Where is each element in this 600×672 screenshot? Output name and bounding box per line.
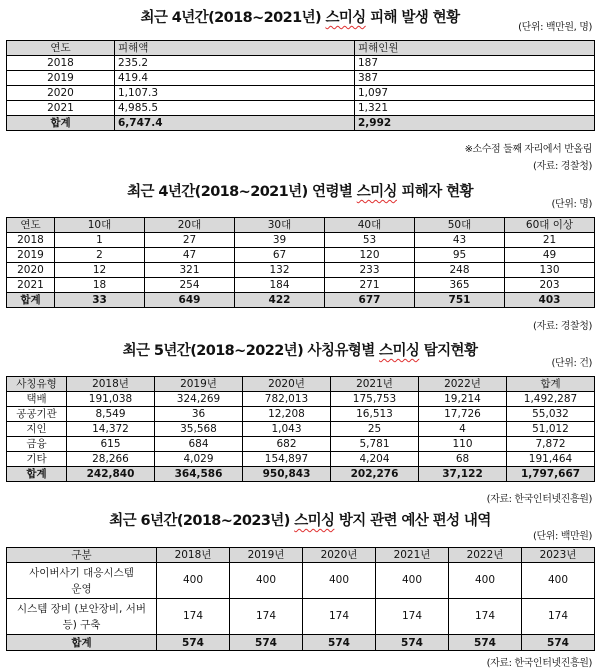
- header-cell: 2019년: [155, 377, 243, 392]
- table-cell: 25: [331, 422, 419, 437]
- header-cell: 2019년: [230, 548, 303, 563]
- table-cell: 782,013: [243, 392, 331, 407]
- table-cell: 49: [505, 248, 595, 263]
- table-cell: 2020: [7, 263, 55, 278]
- table-row: [7, 278, 595, 293]
- table-cell: 191,464: [507, 452, 595, 467]
- table-cell: 174: [157, 599, 230, 635]
- table-row: [7, 233, 595, 248]
- age-victim-table: [6, 217, 595, 308]
- table-cell: 지인: [7, 422, 67, 437]
- table-cell: 2: [55, 248, 145, 263]
- table-cell: 1,043: [243, 422, 331, 437]
- header-cell: 2020년: [243, 377, 331, 392]
- table-cell: 33: [55, 293, 145, 308]
- table-cell: 184: [235, 278, 325, 293]
- table-row: [7, 86, 595, 101]
- table-cell: 4,985.5: [115, 101, 355, 116]
- table-cell: 2021: [7, 278, 55, 293]
- table-cell: 574: [303, 635, 376, 651]
- section1-footnote: ※소수점 둘째 자리에서 반올림: [464, 144, 592, 155]
- table-cell: 1,797,667: [507, 467, 595, 482]
- header-cell: 2020년: [303, 548, 376, 563]
- table-cell: 120: [325, 248, 415, 263]
- table-cell: 365: [415, 278, 505, 293]
- table-row: [7, 437, 595, 452]
- table-header-row: [7, 41, 595, 56]
- table-cell: 574: [157, 635, 230, 651]
- table-cell: 574: [376, 635, 449, 651]
- table-cell: 400: [376, 563, 449, 599]
- table-cell: 242,840: [67, 467, 155, 482]
- table-cell: 132: [235, 263, 325, 278]
- table-cell: 36: [155, 407, 243, 422]
- table-row: [7, 263, 595, 278]
- table-cell: 68: [419, 452, 507, 467]
- table-cell: 1,097: [355, 86, 595, 101]
- table-cell: 174: [376, 599, 449, 635]
- table-cell: 235.2: [115, 56, 355, 71]
- table-cell: 271: [325, 278, 415, 293]
- table-cell: 677: [325, 293, 415, 308]
- header-cell: 2022년: [419, 377, 507, 392]
- section1-source: (자료: 경찰청): [532, 161, 592, 172]
- table-header-row: [7, 548, 595, 563]
- header-cell: 2018년: [67, 377, 155, 392]
- damage-table: [6, 40, 595, 131]
- table-cell: 53: [325, 233, 415, 248]
- total-row: [7, 116, 595, 131]
- table-cell: 95: [415, 248, 505, 263]
- table-cell: 1: [55, 233, 145, 248]
- section1-unit: (단위: 백만원, 명): [518, 22, 592, 33]
- table-cell: 기타: [7, 452, 67, 467]
- section2-title: 최근 4년간(2018~2021년) 연령별 스미싱 피해자 현황: [127, 184, 473, 200]
- table-cell: 248: [415, 263, 505, 278]
- table-cell: 400: [522, 563, 595, 599]
- table-cell: 387: [355, 71, 595, 86]
- table-cell: 1,321: [355, 101, 595, 116]
- table-row: [7, 452, 595, 467]
- table-row: [7, 422, 595, 437]
- table-header-row: [7, 218, 595, 233]
- header-cell: 40대: [325, 218, 415, 233]
- table-row: [7, 392, 595, 407]
- section4-title: 최근 6년간(2018~2023년) 스미싱 방지 관련 예산 편성 내역: [109, 513, 491, 529]
- section3-unit: (단위: 건): [551, 358, 592, 369]
- budget-table: [6, 547, 595, 651]
- table-cell: 110: [419, 437, 507, 452]
- table-cell: 321: [145, 263, 235, 278]
- table-header-row: [7, 377, 595, 392]
- header-cell: 연도: [7, 218, 55, 233]
- table-row: [7, 248, 595, 263]
- table-cell: 67: [235, 248, 325, 263]
- total-row: [7, 635, 595, 651]
- table-cell: 203: [505, 278, 595, 293]
- table-cell: 4: [419, 422, 507, 437]
- header-cell: 50대: [415, 218, 505, 233]
- table-cell: 합계: [7, 293, 55, 308]
- table-cell: 324,269: [155, 392, 243, 407]
- table-cell: 751: [415, 293, 505, 308]
- total-row: [7, 293, 595, 308]
- table-cell: 합계: [7, 635, 157, 651]
- header-cell: 2023년: [522, 548, 595, 563]
- table-cell: 27: [145, 233, 235, 248]
- table-row: [7, 563, 595, 599]
- header-cell: 합계: [507, 377, 595, 392]
- table-cell: 12,208: [243, 407, 331, 422]
- table-cell: 419.4: [115, 71, 355, 86]
- header-cell: 20대: [145, 218, 235, 233]
- table-cell: 43: [415, 233, 505, 248]
- table-cell: 합계: [7, 116, 115, 131]
- header-cell: 10대: [55, 218, 145, 233]
- table-cell: 47: [145, 248, 235, 263]
- table-cell: 202,276: [331, 467, 419, 482]
- table-cell: 174: [449, 599, 522, 635]
- table-cell: 950,843: [243, 467, 331, 482]
- table-cell: 합계: [7, 467, 67, 482]
- table-cell: 400: [449, 563, 522, 599]
- section4-source: (자료: 한국인터넷진흥원): [486, 658, 592, 669]
- header-cell: 연도: [7, 41, 115, 56]
- table-cell: 574: [449, 635, 522, 651]
- table-cell: 2,992: [355, 116, 595, 131]
- section2-source: (자료: 경찰청): [532, 321, 592, 332]
- header-cell: 피해인원: [355, 41, 595, 56]
- table-cell: 5,781: [331, 437, 419, 452]
- table-cell: 6,747.4: [115, 116, 355, 131]
- header-cell: 2018년: [157, 548, 230, 563]
- section3-title: 최근 5년간(2018~2022년) 사칭유형별 스미싱 탐지현황: [122, 343, 478, 359]
- table-cell: 28,266: [67, 452, 155, 467]
- impersonation-detection-table: [6, 376, 595, 482]
- header-cell: 30대: [235, 218, 325, 233]
- table-cell: 364,586: [155, 467, 243, 482]
- table-cell: 37,122: [419, 467, 507, 482]
- table-cell: 시스템 장비 (보안장비, 서버 등) 구축: [7, 599, 157, 635]
- table-cell: 1,492,287: [507, 392, 595, 407]
- table-cell: 682: [243, 437, 331, 452]
- table-cell: 400: [157, 563, 230, 599]
- table-cell: 400: [230, 563, 303, 599]
- table-row: [7, 56, 595, 71]
- table-cell: 422: [235, 293, 325, 308]
- table-row: [7, 407, 595, 422]
- section1-title: 최근 4년간(2018~2021년) 스미싱 피해 발생 현황: [140, 10, 460, 26]
- table-cell: 18: [55, 278, 145, 293]
- table-cell: 4,029: [155, 452, 243, 467]
- table-cell: 2019: [7, 71, 115, 86]
- table-cell: 4,204: [331, 452, 419, 467]
- table-cell: 684: [155, 437, 243, 452]
- table-cell: 51,012: [507, 422, 595, 437]
- table-cell: 403: [505, 293, 595, 308]
- table-cell: 8,549: [67, 407, 155, 422]
- table-cell: 574: [522, 635, 595, 651]
- table-cell: 233: [325, 263, 415, 278]
- table-row: [7, 71, 595, 86]
- table-cell: 12: [55, 263, 145, 278]
- table-cell: 400: [303, 563, 376, 599]
- table-cell: 2021: [7, 101, 115, 116]
- table-cell: 55,032: [507, 407, 595, 422]
- header-cell: 2021년: [331, 377, 419, 392]
- header-cell: 구분: [7, 548, 157, 563]
- table-cell: 2020: [7, 86, 115, 101]
- header-cell: 사칭유형: [7, 377, 67, 392]
- table-cell: 공공기관: [7, 407, 67, 422]
- table-cell: 2018: [7, 56, 115, 71]
- table-cell: 택배: [7, 392, 67, 407]
- total-row: [7, 467, 595, 482]
- table-cell: 14,372: [67, 422, 155, 437]
- table-cell: 649: [145, 293, 235, 308]
- table-cell: 174: [522, 599, 595, 635]
- table-cell: 19,214: [419, 392, 507, 407]
- table-row: [7, 599, 595, 635]
- section3-source: (자료: 한국인터넷진흥원): [486, 494, 592, 505]
- header-cell: 피해액: [115, 41, 355, 56]
- header-cell: 2021년: [376, 548, 449, 563]
- table-cell: 130: [505, 263, 595, 278]
- table-cell: 174: [230, 599, 303, 635]
- section2-unit: (단위: 명): [551, 199, 592, 210]
- table-cell: 154,897: [243, 452, 331, 467]
- table-cell: 574: [230, 635, 303, 651]
- table-cell: 1,107.3: [115, 86, 355, 101]
- table-cell: 39: [235, 233, 325, 248]
- section4-unit: (단위: 백만원): [532, 531, 592, 542]
- header-cell: 2022년: [449, 548, 522, 563]
- table-cell: 175,753: [331, 392, 419, 407]
- table-cell: 7,872: [507, 437, 595, 452]
- table-row: [7, 101, 595, 116]
- table-cell: 금융: [7, 437, 67, 452]
- table-cell: 187: [355, 56, 595, 71]
- header-cell: 60대 이상: [505, 218, 595, 233]
- table-cell: 21: [505, 233, 595, 248]
- table-cell: 615: [67, 437, 155, 452]
- table-cell: 2018: [7, 233, 55, 248]
- table-cell: 16,513: [331, 407, 419, 422]
- table-cell: 191,038: [67, 392, 155, 407]
- table-cell: 174: [303, 599, 376, 635]
- table-cell: 35,568: [155, 422, 243, 437]
- table-cell: 사이버사기 대응시스템 운영: [7, 563, 157, 599]
- table-cell: 17,726: [419, 407, 507, 422]
- table-cell: 254: [145, 278, 235, 293]
- table-cell: 2019: [7, 248, 55, 263]
